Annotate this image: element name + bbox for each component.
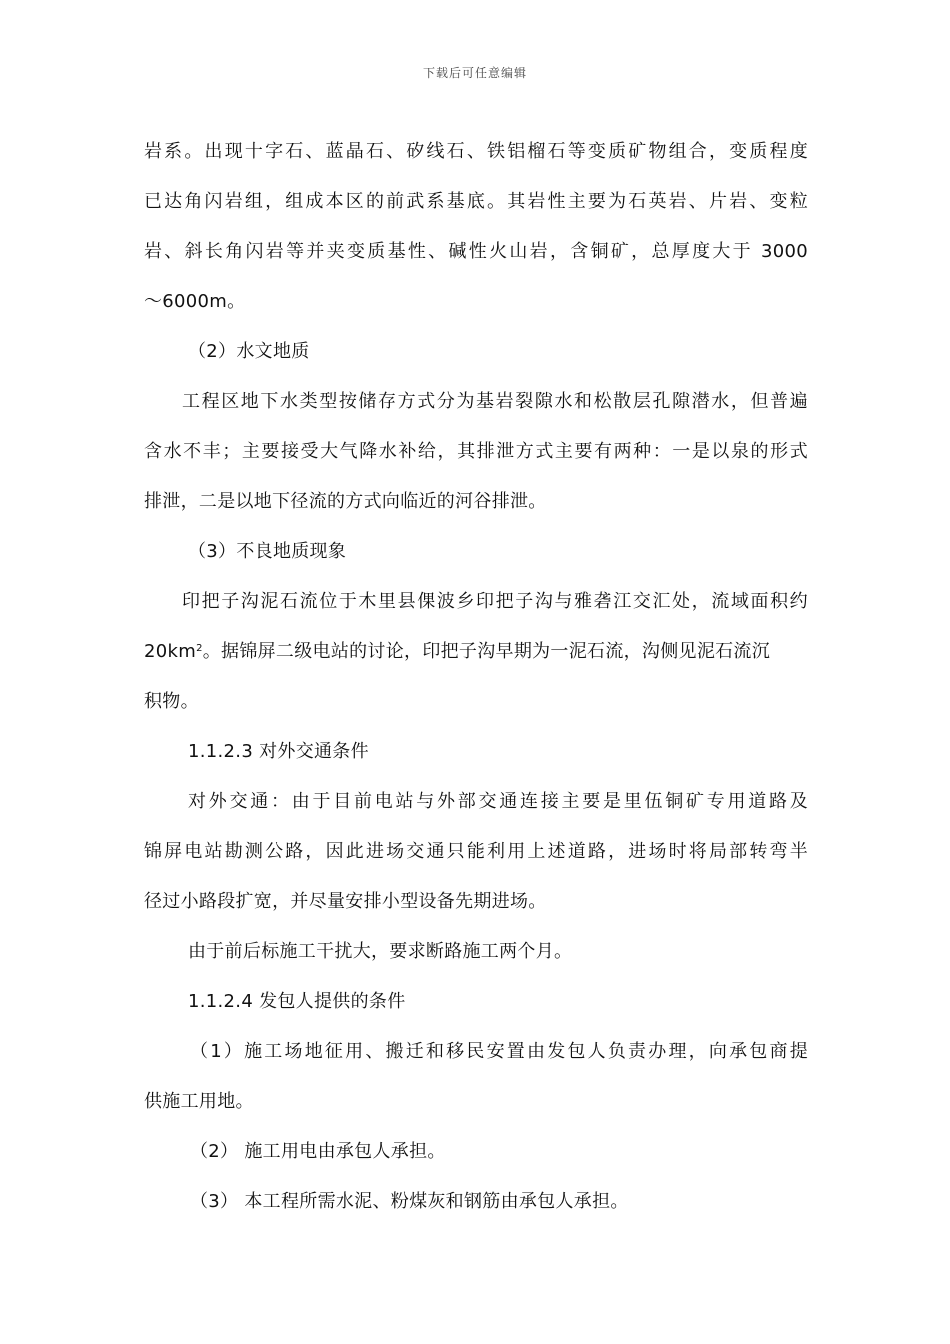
paragraph-line: 积物。 xyxy=(144,691,199,712)
paragraph-line: 岩、斜长角闪岩等并夹变质基性、碱性火山岩，含铜矿，总厚度大于 3000 xyxy=(144,241,808,262)
list-item-line: （1）施工场地征用、搬迁和移民安置由发包人负责办理，向承包商提 xyxy=(190,1041,808,1062)
superscript-2: 2 xyxy=(196,643,203,654)
paragraph-line: 已达角闪岩组，组成本区的前武系基底。其岩性主要为石英岩、片岩、变粒 xyxy=(144,191,808,212)
paragraph-text: 。据锦屏二级电站的讨论，印把子沟早期为一泥石流，沟侧见泥石流沉 xyxy=(202,641,771,662)
list-item-line: （3） 本工程所需水泥、粉煤灰和钢筋由承包人承担。 xyxy=(190,1191,629,1212)
section-heading-hydrogeology: （2）水文地质 xyxy=(188,341,310,362)
page-header: 下载后可任意编辑 xyxy=(422,66,527,80)
paragraph-line: 印把子沟泥石流位于木里县倮波乡印把子沟与雅砻江交汇处，流域面积约 xyxy=(182,591,808,612)
paragraph-line: 径过小路段扩宽，并尽量安排小型设备先期进场。 xyxy=(144,891,547,912)
list-item-line: （2） 施工用电由承包人承担。 xyxy=(190,1141,446,1162)
paragraph-line: 含水不丰；主要接受大气降水补给，其排泄方式主要有两种：一是以泉的形式 xyxy=(144,441,808,462)
paragraph-line: 对外交通：由于目前电站与外部交通连接主要是里伍铜矿专用道路及 xyxy=(188,791,808,812)
paragraph-line: ～6000m。 xyxy=(144,291,246,312)
paragraph-line: 工程区地下水类型按储存方式分为基岩裂隙水和松散层孔隙潜水，但普遍 xyxy=(182,391,808,412)
section-heading-employer-conditions: 1.1.2.4 发包人提供的条件 xyxy=(188,991,406,1012)
paragraph-line xyxy=(144,627,808,677)
section-heading-adverse-geology: （3）不良地质现象 xyxy=(188,541,347,562)
paragraph-line: 由于前后标施工干扰大，要求断路施工两个月。 xyxy=(188,941,573,962)
area-value: 20km xyxy=(144,641,197,662)
paragraph-line: 锦屏电站勘测公路，因此进场交通只能利用上述道路，进场时将局部转弯半 xyxy=(144,841,808,862)
section-heading-traffic: 1.1.2.3 对外交通条件 xyxy=(188,741,369,762)
list-item-line: 供施工用地。 xyxy=(144,1091,254,1112)
paragraph-line: 排泄，二是以地下径流的方式向临近的河谷排泄。 xyxy=(144,491,547,512)
paragraph-line: 岩系。出现十字石、蓝晶石、矽线石、铁铝榴石等变质矿物组合，变质程度 xyxy=(144,141,808,162)
document-body xyxy=(144,127,808,1227)
